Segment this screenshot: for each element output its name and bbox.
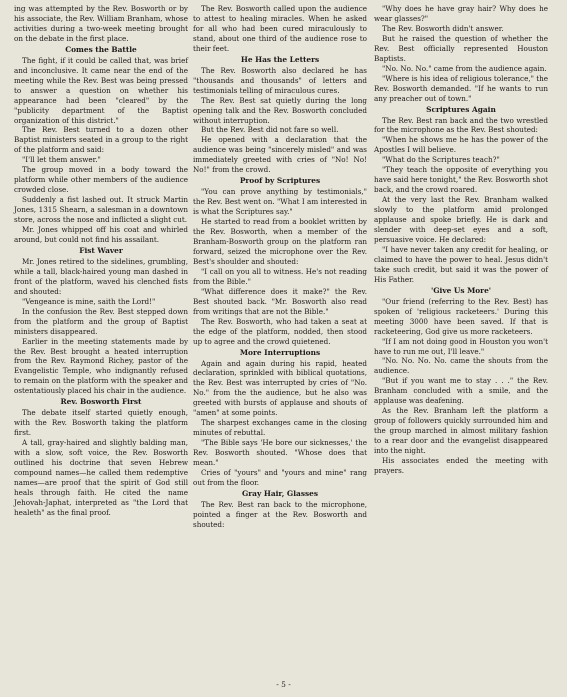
- paragraph: He opened with a declaration that the audience was being "sincerely misled" and was immediately greeted with cries of "No! No! No!" from the crowd.: [193, 135, 367, 175]
- paragraph: "Why does he have gray hair? Why does he wear glasses?": [374, 4, 548, 23]
- paragraph: "No. No. No." came from the audience again.: [382, 63, 547, 73]
- paragraph: "I'll let them answer.": [22, 155, 101, 165]
- paragraph: The Rev. Bosworth called upon the audience to attest to healing miracles. When he asked for all who had been cured miraculously to stand, about one third of the audience rose to their feet.: [193, 4, 367, 53]
- paragraph: The group moved in a body toward the platform while other members of the audience crowded close.: [14, 165, 188, 195]
- paragraph: "When he shows me he has the power of the Apostles I will believe.: [374, 135, 548, 155]
- subheading-scriptures-again: Scriptures Again: [426, 104, 496, 114]
- paragraph: "You can prove anything by testimonials," the Rev. Best went on. "What I am interested in is what the Scriptures say.": [193, 187, 367, 217]
- paragraph: The Rev. Best turned to a dozen other Baptist ministers seated in a group to the right of the platform and said:: [14, 125, 188, 155]
- paragraph: "Our friend (referring to the Rev. Best) has spoken of 'religious racketeers.' During this meeting 3000 have been saved. If that is racketeering, God give us more racketeers.: [374, 296, 548, 336]
- paragraph: "They teach the opposite of everything you have said here tonight," the Rev. Bosworth shot back, and the crowd roared.: [374, 165, 548, 195]
- subheading-more-interruptions: More Interruptions: [239, 347, 321, 357]
- paragraph: Cries of "yours" and "yours and mine" rang out from the floor.: [193, 467, 367, 487]
- paragraph: "I call on you all to witness. He's not reading from the Bible.": [193, 266, 367, 286]
- column-1: [14, 4, 188, 518]
- paragraph: "But if you want me to stay . . ." the Rev. Branham concluded with a smile, and the applause was deafening.: [374, 376, 548, 406]
- paragraph: Mr. Jones retired to the sidelines, grumbling, while a tall, black-haired young man dashed in front of the platform, waved his clenched fists and shouted:: [14, 256, 188, 296]
- paragraph: As the Rev. Branham left the platform a group of followers quickly surrounded him and the group marched in almost military fashion to a rear door and the evangelist disappeared into the night.: [374, 406, 548, 456]
- paragraph: He started to read from a booklet written by the Rev. Bosworth, when a member of the Branham-Bosworth group on the platform ran forward, seized the microphone over the Rev. Best's shoulder and shouted:: [193, 217, 367, 266]
- paragraph: A tall, gray-haired and slightly balding man, with a slow, soft voice, the Rev. Bosworth outlined his doctrine that seven Hebrew compound names—he called them redemptive names—are proof that the spirit of God still heals through faith. He cited the name Jehovah-Japhat, interpreted as "the Lord that healeth" as the final proof.: [14, 438, 188, 517]
- paragraph: The Rev. Bosworth, who had taken a seat at the edge of the platform, nodded, then stood up to agree and the crowd quietened.: [193, 316, 367, 346]
- paragraph: "If I am not doing good in Houston you won't have to run me out, I'll leave.": [374, 336, 548, 356]
- paragraph: "What difference does it make?" the Rev. Best shouted back. "Mr. Bosworth also read from writings that are not the Bible.": [193, 286, 367, 316]
- subheading-rev-bosworth-first: Rev. Bosworth First: [60, 397, 142, 407]
- paragraph: But the Rev. Best did not fare so well.: [201, 125, 339, 135]
- subheading-he-has-the-letters: He Has the Letters: [240, 54, 320, 64]
- column-2: [193, 4, 367, 530]
- subheading-gray-hair-glasses: Gray Hair, Glasses: [241, 488, 319, 498]
- subheading-proof-by-scriptures: Proof by Scriptures: [239, 176, 321, 186]
- paragraph: "Vengeance is mine, saith the Lord!": [22, 296, 156, 306]
- subheading-give-us-more: 'Give Us More': [430, 285, 492, 295]
- paragraph: Mr. Jones whipped off his coat and whirled around, but could not find his assailant.: [14, 225, 188, 244]
- column-3: [374, 4, 548, 476]
- subheading-fist-waver: Fist Waver: [79, 245, 123, 255]
- paragraph: "I have never taken any credit for healing, or claimed to have the power to heal. Jesus didn't take such credit, but said it was the power of His Father.: [374, 244, 548, 284]
- paragraph: The Rev. Best sat quietly during the long opening talk and the Rev. Bosworth concluded without interruption.: [193, 95, 367, 125]
- paragraph: But he raised the question of whether the Rev. Best officially represented Houston Baptists.: [374, 33, 548, 63]
- paragraph: The fight, if it could be called that, was brief and inconclusive. It came near the end of the meeting while the Rev. Best was being pressed to answer a question on whether his appearance had been "cleared" by the "publicity department of the Baptist organization of this district.": [14, 55, 188, 125]
- paragraph: The Rev. Bosworth didn't answer.: [382, 23, 504, 33]
- paragraph: The Rev. Best ran back and the two wrestled for the microphone as the Rev. Best shouted:: [374, 115, 548, 135]
- paragraph: In the confusion the Rev. Best stepped down from the platform and the group of Baptist ministers disappeared.: [14, 306, 188, 336]
- paragraph: The Rev. Best ran back to the microphone, pointed a finger at the Rev. Bosworth and shouted:: [193, 499, 367, 529]
- paragraph: His associates ended the meeting with prayers.: [374, 455, 548, 475]
- paragraph: Earlier in the meeting statements made by the Rev. Best brought a heated interruption from the Rev. Raymond Richey, pastor of the Evangelistic Temple, who indignantly refused to remain on the platform with the speaker and ostentatiously placed his chair in the audience.: [14, 336, 188, 396]
- paragraph: "What do the Scriptures teach?": [382, 155, 500, 165]
- paragraph: The sharpest exchanges came in the closing minutes of rebuttal.: [193, 418, 367, 438]
- paragraph: "Where is his idea of religious tolerance," the Rev. Bosworth demanded. "If he wants to run any preacher out of town.": [374, 73, 548, 103]
- subheading-comes-the-battle: Comes the Battle: [65, 44, 137, 54]
- paragraph: "The Bible says 'He bore our sicknesses,' the Rev. Bosworth shouted. "Whose does that mean.": [193, 438, 367, 468]
- paragraph: Again and again during his rapid, heated declaration, sprinkled with biblical quotations, the Rev. Best was interrupted by cries of "No. No." from the the audience, but he also was greeted with bursts of applause and shouts of "amen" at some points.: [193, 358, 367, 418]
- paragraph: "No. No. No. No. came the shouts from the audience.: [374, 356, 548, 376]
- paragraph: At the very last the Rev. Branham walked slowly to the platform amid prolonged applause and spoke briefly. He is dark and slender with deep-set eyes and a soft, persuasive voice. He declared:: [374, 195, 548, 244]
- paragraph: ing was attempted by the Rev. Bosworth or by his associate, the Rev. William Branham, whose activities during a two-week meeting brought on the debate in the first place.: [14, 4, 188, 43]
- page-number: - 5 -: [276, 680, 291, 689]
- paragraph: Suddenly a fist lashed out. It struck Martin Jones, 1315 Shearn, a salesman in a downtown store, across the nose and inflicted a slight cut.: [14, 195, 188, 225]
- paragraph: The Rev. Bosworth also declared he has "thousands and thousands" of letters and testimonials telling of miraculous cures.: [193, 65, 367, 95]
- paragraph: The debate itself started quietly enough, with the Rev. Bosworth taking the platform first.: [14, 408, 188, 438]
